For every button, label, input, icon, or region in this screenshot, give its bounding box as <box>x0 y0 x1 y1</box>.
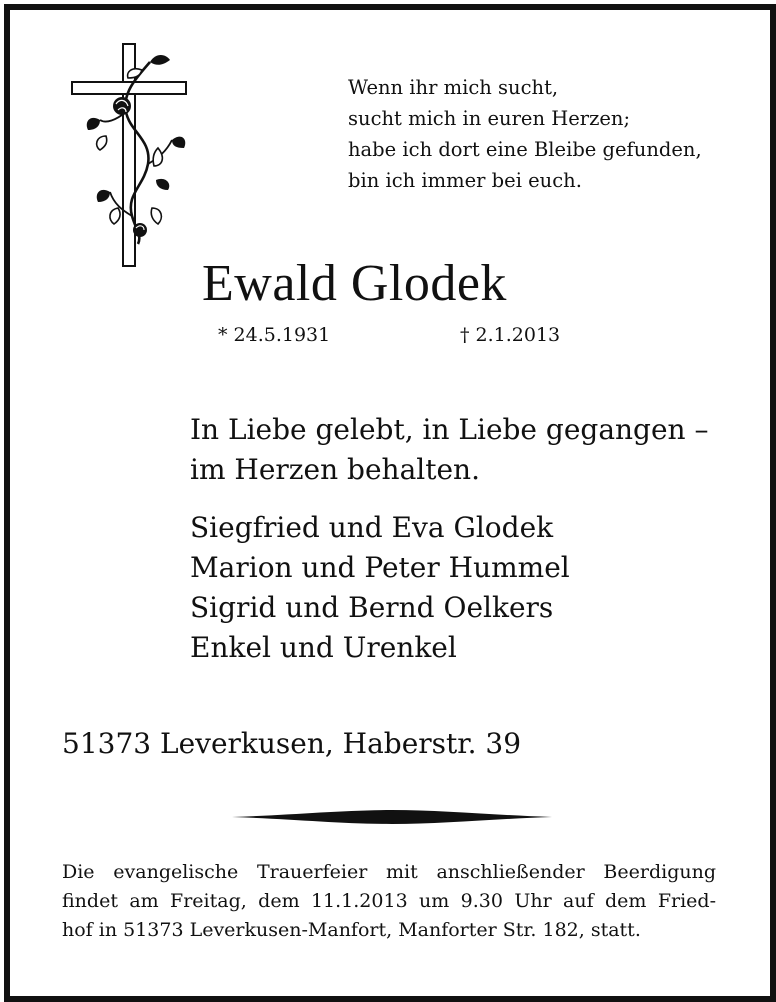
notice-line: findet am Freitag, dem 11.1.2013 um 9.30 Uhr auf dem Fried- <box>62 890 716 912</box>
mourner-entry: Siegfried und Eva Glodek <box>190 511 554 544</box>
mourners-list <box>190 508 570 668</box>
poem <box>348 72 702 196</box>
poem-line: sucht mich in euren Herzen; <box>348 107 631 130</box>
motto-line: In Liebe gelebt, in Liebe gegangen – <box>190 413 709 446</box>
family-address: 51373 Leverkusen, Haberstr. 39 <box>62 727 522 760</box>
poem-line: Wenn ihr mich sucht, <box>348 76 559 99</box>
motto-line: im Herzen behalten. <box>190 453 480 486</box>
cross-with-rose-icon <box>66 40 192 272</box>
mourner-entry: Marion und Peter Hummel <box>190 551 570 584</box>
notice-line: hof in 51373 Leverkusen-Manfort, Manforter Str. 182, statt. <box>62 919 641 941</box>
notice-line: Die evangelische Trauerfeier mit anschließender Beerdigung <box>62 861 716 883</box>
deceased-name: Ewald Glodek <box>202 255 507 312</box>
tapered-line-divider <box>232 808 552 826</box>
mourner-entry: Enkel und Urenkel <box>190 631 457 664</box>
motto <box>190 410 708 490</box>
death-date: † 2.1.2013 <box>460 324 561 346</box>
birth-date: * 24.5.1931 <box>218 324 331 346</box>
poem-line: bin ich immer bei euch. <box>348 169 582 192</box>
mourner-entry: Sigrid und Bernd Oelkers <box>190 591 554 624</box>
funeral-notice <box>62 858 716 945</box>
poem-line: habe ich dort eine Bleibe gefunden, <box>348 138 702 161</box>
